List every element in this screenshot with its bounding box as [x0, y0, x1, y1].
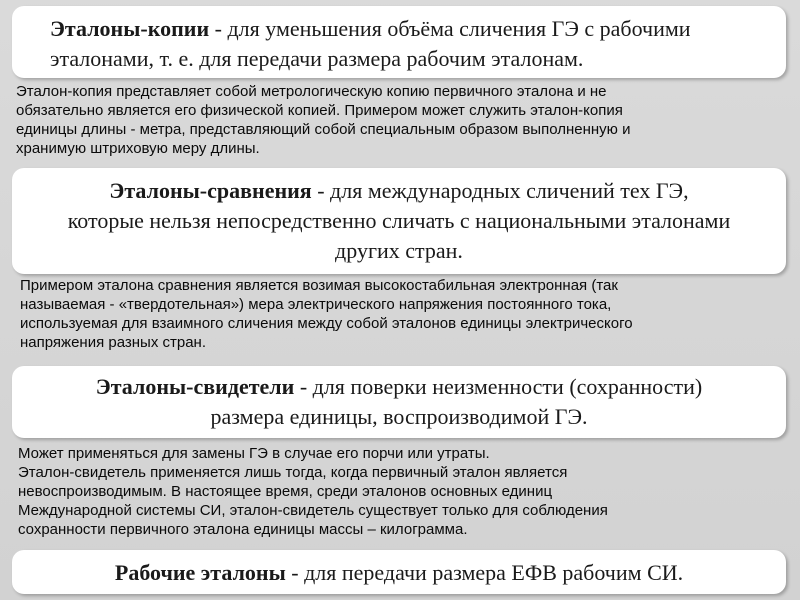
- block-etalony-sravneniya: [12, 168, 786, 274]
- note-etalony-sravneniya: [20, 276, 786, 352]
- note-line: называемая - «твердотельная») мера электрического напряжения постоянного тока,: [20, 296, 612, 313]
- block-definition: - для международных сличений тех ГЭ,: [311, 178, 689, 203]
- block-line-1: [12, 558, 786, 588]
- block-etalony-kopii: [12, 6, 786, 78]
- note-line: Эталон-свидетель применяется лишь тогда, когда первичный эталон является: [18, 464, 568, 481]
- block-etalony-svideteli: [12, 366, 786, 438]
- note-line: Может применяться для замены ГЭ в случае его порчи или утраты.: [18, 445, 490, 462]
- block-line-1: [12, 176, 786, 206]
- block-text: [12, 176, 786, 266]
- note-line: напряжения разных стран.: [20, 334, 207, 351]
- block-definition: - для уменьшения объёма сличения ГЭ с рабочими: [209, 16, 691, 41]
- block-title: Эталоны-копии: [50, 16, 210, 41]
- block-text: [50, 14, 776, 74]
- block-title: Рабочие эталоны: [114, 560, 286, 585]
- block-line-2: эталонами, т. е. для передачи размера рабочим эталонам.: [50, 46, 584, 71]
- note-line: обязательно является его физической копией. Примером может служить эталон-копия: [16, 102, 623, 119]
- block-title: Эталоны-сравнения: [109, 178, 312, 203]
- block-text: [12, 558, 786, 588]
- block-definition: - для поверки неизменности (сохранности): [294, 374, 703, 399]
- block-title: Эталоны-свидетели: [95, 374, 295, 399]
- block-rabochie-etalony: [12, 550, 786, 594]
- block-definition: - для передачи размера ЕФВ рабочим СИ.: [285, 560, 684, 585]
- block-line-3: других стран.: [335, 238, 463, 263]
- block-text: [12, 372, 786, 432]
- note-line: используемая для взаимного сличения между собой эталонов единицы электрического: [20, 315, 633, 332]
- note-line: Эталон-копия представляет собой метрологическую копию первичного эталона и не: [16, 83, 607, 100]
- block-line-2: которые нельзя непосредственно сличать с национальными эталонами: [67, 208, 731, 233]
- note-line: единицы длины - метра, представляющий собой специальным образом выполненную и: [16, 121, 631, 138]
- note-line: Международной системы СИ, эталон-свидетель существует только для соблюдения: [18, 502, 608, 519]
- block-line-2: размера единицы, воспроизводимой ГЭ.: [210, 404, 588, 429]
- note-etalony-kopii: [16, 82, 786, 158]
- block-line-1: [12, 372, 786, 402]
- note-line: хранимую штриховую меру длины.: [16, 140, 260, 157]
- note-line: Примером эталона сравнения является возимая высокостабильная электронная (так: [20, 277, 618, 294]
- note-line: сохранности первичного эталона единицы массы – килограмма.: [18, 521, 468, 538]
- block-line-1: [50, 14, 776, 44]
- note-line: невоспроизводимым. В настоящее время, среди эталонов основных единиц: [18, 483, 553, 500]
- note-etalony-svideteli: [18, 444, 788, 539]
